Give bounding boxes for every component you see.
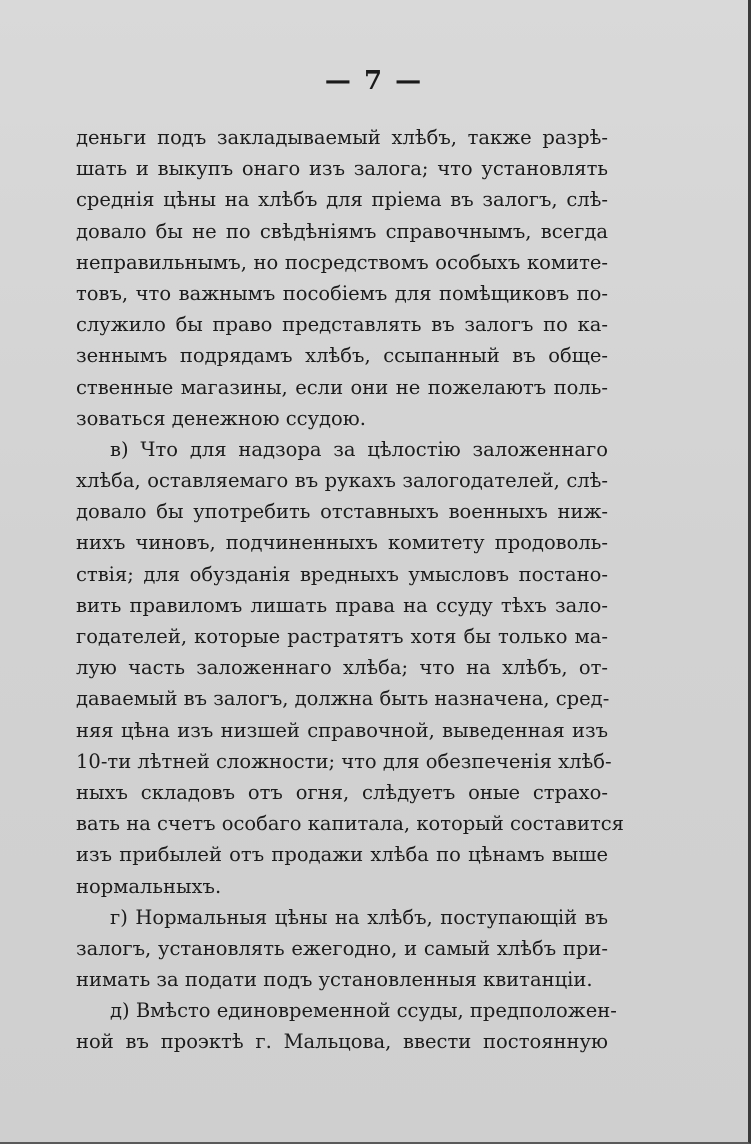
text-line: нихъ чиновъ, подчиненныхъ комитету продоволь- (76, 531, 608, 555)
text-line: ныхъ складовъ отъ огня, слѣдуетъ оные страхо- (76, 780, 608, 804)
text-line: в) Что для надзора за цѣлостію заложеннаго (110, 437, 608, 461)
text-line: неправильнымъ, но посредствомъ особыхъ комите- (76, 250, 608, 274)
text-line: среднія цѣны на хлѣбъ для пріема въ залогъ, слѣ- (76, 188, 608, 212)
text-line: г) Нормальныя цѣны на хлѣбъ, поступающій въ (110, 905, 608, 929)
text-line: деньги подъ закладываемый хлѣбъ, также разрѣ- (76, 126, 608, 149)
text-line: ственные магазины, если они не пожелаютъ поль- (76, 375, 608, 399)
text-line: хлѣба, оставляемаго въ рукахъ залогодателей, слѣ- (76, 469, 608, 493)
paragraph-g (76, 902, 608, 996)
text-line: товъ, что важнымъ пособіемъ для помѣщиковъ по- (76, 281, 608, 305)
text-line: няя цѣна изъ низшей справочной, выведенная изъ (76, 718, 608, 742)
text-line: вить правиломъ лишать права на ссуду тѣхъ зало- (76, 593, 608, 617)
text-line: довало бы употребить отставныхъ военныхъ ниж- (76, 500, 608, 524)
text-line: служило бы право представлять въ залогъ по ка- (76, 313, 608, 337)
text-line: нормальныхъ. (76, 874, 222, 898)
paragraph-v (76, 434, 624, 902)
text-line: 10-ти лѣтней сложности; что для обезпеченія хлѣб- (76, 749, 612, 773)
text-line: залогъ, установлять ежегодно, и самый хлѣбъ при- (76, 936, 608, 960)
text-line: зоваться денежною ссудою. (76, 406, 366, 430)
text-line: ствія; для обузданія вредныхъ умысловъ постано- (76, 562, 608, 586)
text-line: вать на счетъ особаго капитала, который составится (76, 812, 624, 836)
body-text (76, 122, 624, 1058)
text-line: д) Вмѣсто единовременной ссуды, предположен- (110, 999, 617, 1023)
text-line: изъ прибылей отъ продажи хлѣба по цѣнамъ выше (76, 843, 608, 867)
text-line: лую часть заложеннаго хлѣба; что на хлѣбъ, от- (76, 656, 608, 680)
text-line: годателей, которые растратятъ хотя бы только ма- (76, 625, 608, 648)
text-line: зеннымъ подрядамъ хлѣбъ, ссыпанный въ обще- (76, 344, 608, 368)
paragraph-d (76, 995, 617, 1057)
page-number: — 7 — (324, 66, 424, 96)
text-line: довало бы не по свѣдѣніямъ справочнымъ, всегда (76, 219, 608, 243)
text-line: шать и выкупъ онаго изъ залога; что установлять (76, 157, 608, 181)
text-line: ной въ проэктѣ г. Мальцова, ввести постоянную (76, 1030, 608, 1054)
text-line: даваемый въ залогъ, должна быть назначена, сред- (76, 687, 610, 711)
paragraph-1 (76, 122, 608, 434)
text-line: нимать за подати подъ установленныя квитанціи. (76, 968, 593, 992)
